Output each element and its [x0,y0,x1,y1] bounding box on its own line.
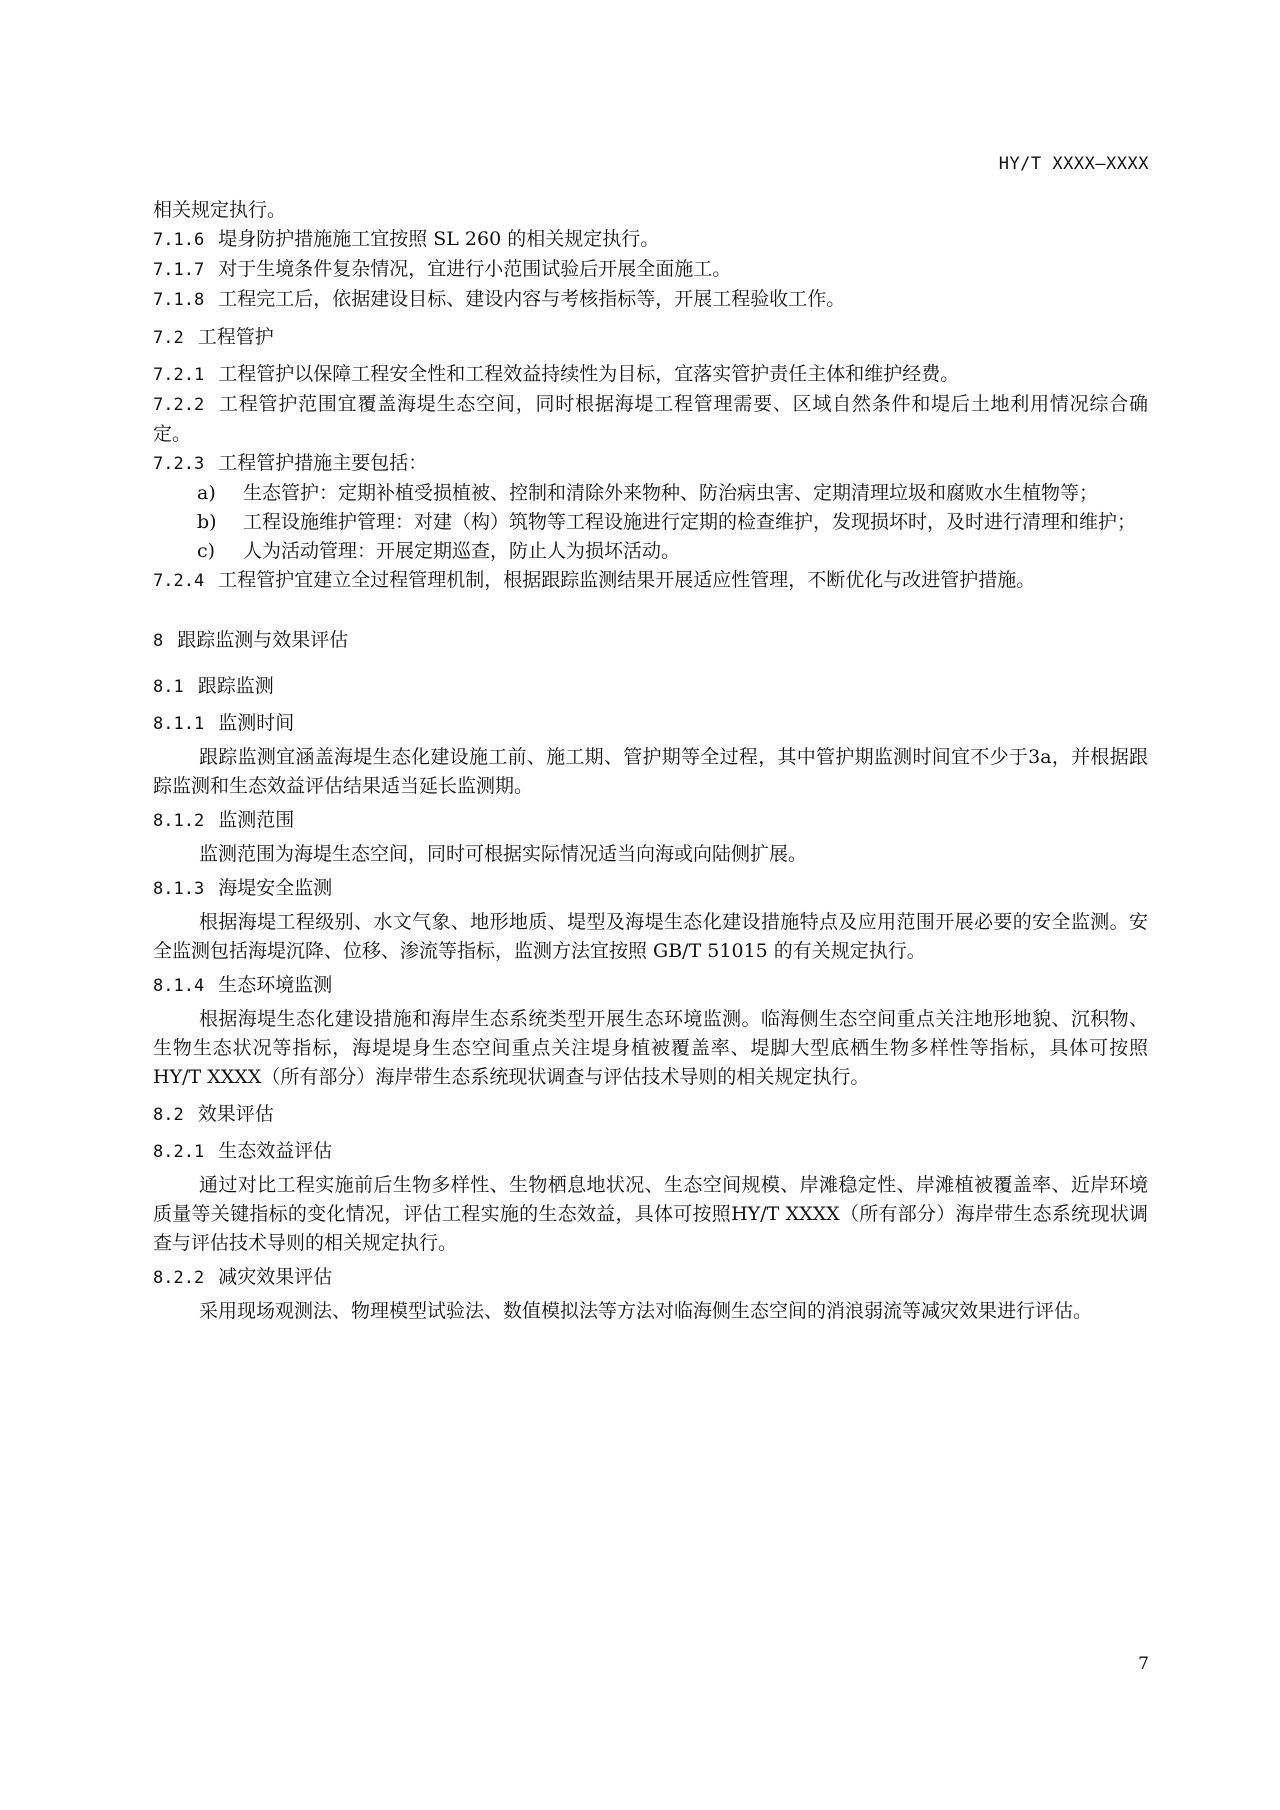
document-body [153,196,1148,1326]
list-item-text: 生态管护：定期补植受损植被、控制和清除外来物种、防治病虫害、定期清理垃圾和腐败水生植物等； [243,482,1099,504]
clause-7-1-6 [153,225,1148,255]
list-item-text: 人为活动管理：开展定期巡查，防止人为损坏活动。 [243,540,681,562]
clause-number: 7.2.2 [153,395,205,415]
clause-number: 7.2.4 [153,571,205,591]
subsection-heading-8-1-3 [153,874,1148,904]
body-paragraph: 根据海堤生态化建设措施和海岸生态系统类型开展生态环境监测。临海侧生态空间重点关注地形地貌、沉积物、生物生态状况等指标，海堤堤身生态空间重点关注堤身植被覆盖率、堤脚大型底栖生物多样性等指标，具体可按照 HY/T XXXX（所有部分）海岸带生态系统现状调查与评估技术导则的相关规定执行。 [153,1008,1148,1088]
section-title: 跟踪监测 [197,675,274,697]
subsection-number: 8.1.2 [153,811,205,831]
list-item-text: 工程设施维护管理：对建（构）筑物等工程设施进行定期的检查维护，发现损坏时，及时进行清理和维护； [243,511,1137,533]
subsection-number: 8.1.3 [153,879,205,899]
list-item [153,537,1148,566]
section-title: 工程管护 [197,326,274,348]
body-paragraph: 跟踪监测宜涵盖海堤生态化建设施工前、施工期、管护期等全过程，其中管护期监测时间宜不少于3a，并根据跟踪监测和生态效益评估结果适当延长监测期。 [153,746,1148,797]
clause-7-2-2 [153,390,1148,449]
list-marker: b) [197,511,217,533]
clause-number: 7.2.3 [153,454,205,474]
chapter-number: 8 [153,631,164,651]
list-item [153,508,1148,537]
subsection-title: 监测时间 [218,712,295,734]
list-marker: a) [197,482,216,504]
subsection-title: 生态效益评估 [218,1140,333,1162]
body-paragraph: 采用现场观测法、物理模型试验法、数值模拟法等方法对临海侧生态空间的消浪弱流等减灾效果进行评估。 [199,1300,1093,1322]
chapter-heading-8 [153,626,1148,656]
clause-7-1-8 [153,285,1148,315]
body-paragraph: 根据海堤工程级别、水文气象、地形地质、堤型及海堤生态化建设措施特点及应用范围开展必要的安全监测。安全监测包括海堤沉降、位移、渗流等指标，监测方法宜按照 GB/T 51015 的有关规定执行。 [153,911,1148,962]
subsection-heading-8-1-1 [153,709,1148,739]
clause-text: 对于生境条件复杂情况，宜进行小范围试验后开展全面施工。 [218,258,732,280]
clause-text: 工程管护宜建立全过程管理机制，根据跟踪监测结果开展适应性管理，不断优化与改进管护措施。 [218,569,1036,591]
subsection-heading-8-2-1 [153,1137,1148,1167]
clause-7-2-4 [153,566,1148,596]
clause-number: 7.1.8 [153,290,205,310]
subsection-number: 8.1.1 [153,714,205,734]
subsection-title: 监测范围 [218,809,295,831]
clause-text: 工程完工后，依据建设目标、建设内容与考核指标等，开展工程验收工作。 [218,288,846,310]
clause-text: 工程管护范围宜覆盖海堤生态空间，同时根据海堤工程管理需要、区域自然条件和堤后土地利用情况综合确定。 [153,393,1148,445]
subsection-title: 海堤安全监测 [218,877,333,899]
section-number: 7.2 [153,328,184,348]
subsection-heading-8-2-2 [153,1263,1148,1293]
section-heading-8-2 [153,1100,1148,1130]
subsection-heading-8-1-4 [153,971,1148,1001]
page-number: 7 [1138,1654,1149,1674]
clause-number: 7.2.1 [153,365,205,385]
list-marker: c) [197,540,216,562]
subsection-title: 减灾效果评估 [218,1266,333,1288]
clause-text: 堤身防护措施施工宜按照 SL 260 的相关规定执行。 [218,228,660,250]
section-heading-7-2 [153,323,1148,353]
clause-number: 7.1.7 [153,260,205,280]
section-number: 8.1 [153,677,184,697]
clause-7-2-1 [153,360,1148,390]
clause-number: 7.1.6 [153,230,205,250]
clause-text: 工程管护措施主要包括： [218,452,428,474]
clause-7-2-3 [153,449,1148,479]
clause-7-1-7 [153,255,1148,285]
subsection-heading-8-1-2 [153,806,1148,836]
chapter-title: 跟踪监测与效果评估 [177,629,349,651]
section-number: 8.2 [153,1105,184,1125]
document-code: HY/T XXXX—XXXX [998,154,1149,174]
section-heading-8-1 [153,672,1148,702]
body-paragraph: 监测范围为海堤生态空间，同时可根据实际情况适当向海或向陆侧扩展。 [199,843,808,865]
subsection-title: 生态环境监测 [218,974,333,996]
paragraph-continuation: 相关规定执行。 [153,199,287,221]
subsection-number: 8.2.2 [153,1268,205,1288]
body-paragraph: 通过对比工程实施前后生物多样性、生物栖息地状况、生态空间规模、岸滩稳定性、岸滩植被覆盖率、近岸环境质量等关键指标的变化情况，评估工程实施的生态效益，具体可按照HY/T XXXX（所有部分）海岸带生态系统现状调查与评估技术导则的相关规定执行。 [153,1174,1148,1254]
clause-text: 工程管护以保障工程安全性和工程效益持续性为目标，宜落实管护责任主体和维护经费。 [218,363,960,385]
list-item [153,479,1148,508]
subsection-number: 8.1.4 [153,976,205,996]
subsection-number: 8.2.1 [153,1142,205,1162]
section-title: 效果评估 [197,1103,274,1125]
